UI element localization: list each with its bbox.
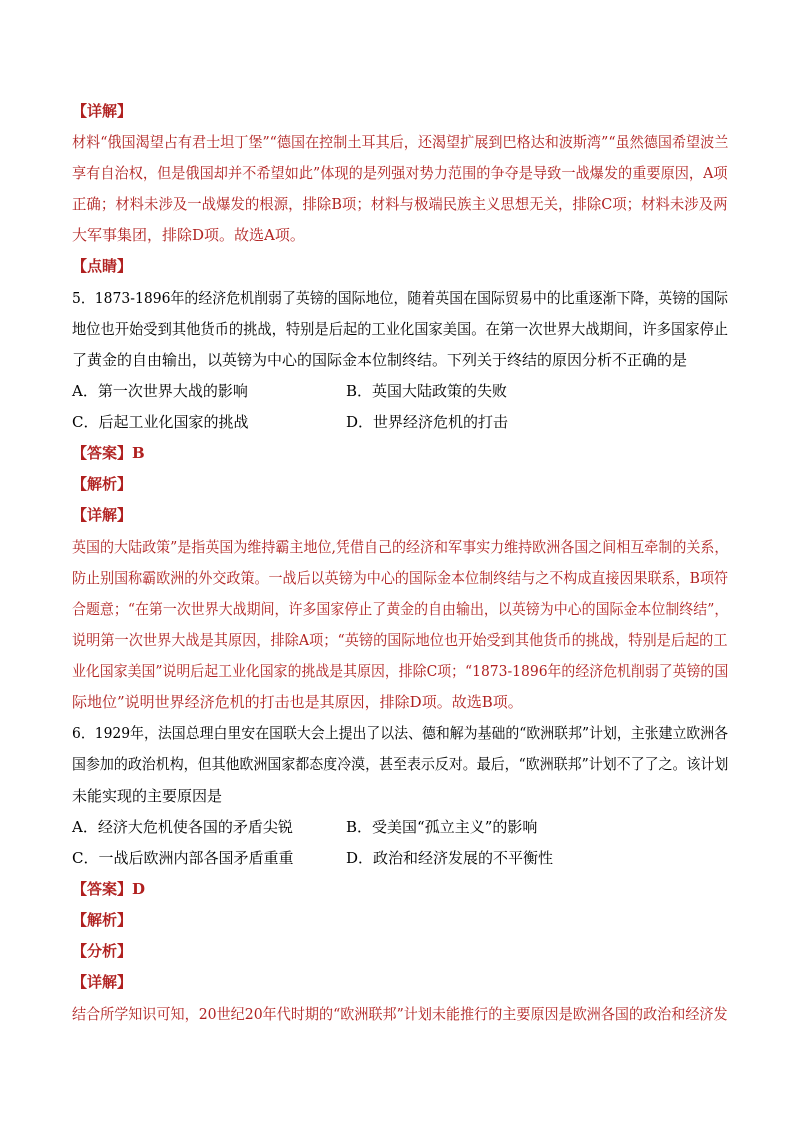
question-5-detail-line: 防止别国称霸欧洲的外交政策。一战后以英镑为中心的国际金本位制终结与之不构成直接因果联系，B项符: [72, 569, 729, 587]
question-6-stem: 未能实现的主要原因是: [72, 787, 223, 805]
material-line: 大军事集团，排除D项。故选A项。: [72, 226, 305, 244]
question-6-answer: 【答案】D: [72, 880, 146, 898]
question-5-stem: 了黄金的自由输出，以英镑为中心的国际金本位制终结。下列关于终结的原因分析不正确的是: [72, 351, 688, 369]
question-6-analysis-tag: 【解析】: [72, 911, 133, 929]
question-5-analysis-tag: 【解析】: [72, 475, 133, 493]
question-6-option-c: C．一战后欧洲内部各国矛盾重重: [72, 849, 294, 867]
question-6-option-a: A．经济大危机使各国的矛盾尖锐: [72, 818, 293, 836]
question-5-answer: 【答案】B: [72, 444, 145, 462]
material-line: 享有自治权，但是俄国却并不希望如此”体现的是列强对势力范围的争夺是导致一战爆发的重要原因，A项: [72, 164, 728, 182]
question-6-option-d: D．政治和经济发展的不平衡性: [346, 849, 554, 867]
question-5-detail-line: 际地位”说明世界经济危机的打击也是其原因，排除D项。故选B项。: [72, 693, 523, 711]
material-line: 材料“俄国渴望占有君士坦丁堡”“德国在控制土耳其后，还渴望扩展到巴格达和波斯湾”“虽然德国希望波兰: [72, 133, 729, 151]
question-6-stem: 6．1929年，法国总理白里安在国联大会上提出了以法、德和解为基础的“欧洲联邦”计划，主张建立欧洲各: [72, 724, 729, 742]
question-6-detail-tag: 【详解】: [72, 973, 133, 991]
question-5-option-d: D．世界经济危机的打击: [346, 413, 509, 431]
question-5-detail-line: 合题意；“在第一次世界大战期间，许多国家停止了黄金的自由输出，以英镑为中心的国际金本位制终结”，: [72, 600, 729, 618]
question-5-option-a: A．第一次世界大战的影响: [72, 382, 248, 400]
detail-tag: 【详解】: [72, 102, 133, 120]
question-5-stem: 地位也开始受到其他货币的挑战，特别是后起的工业化国家美国。在第一次世界大战期间，许多国家停止: [72, 320, 729, 338]
question-6-option-b: B．受美国“孤立主义”的影响: [346, 818, 538, 836]
question-5-detail-line: 说明第一次世界大战是其原因，排除A项；“英镑的国际地位也开始受到其他货币的挑战，特别是后起的工: [72, 631, 728, 649]
question-6-stem: 国参加的政治机构，但其他欧洲国家都态度冷漠，甚至表示反对。最后，“欧洲联邦”计划不了了之。该计划: [72, 755, 729, 773]
question-6-fenxi-tag: 【分析】: [72, 942, 133, 960]
question-5-option-c: C．后起工业化国家的挑战: [72, 413, 249, 431]
question-5-detail-line: 英国的大陆政策”是指英国为维持霸主地位,凭借自己的经济和军事实力维持欧洲各国之间相互牵制的关系，: [72, 538, 729, 556]
question-5-option-b: B．英国大陆政策的失败: [346, 382, 508, 400]
material-line: 正确；材料未涉及一战爆发的根源，排除B项；材料与极端民族主义思想无关，排除C项；材料未涉及两: [72, 195, 728, 213]
question-5-detail-line: 业化国家美国”说明后起工业化国家的挑战是其原因，排除C项；“1873-1896年的经济危机削弱了英镑的国: [72, 662, 729, 680]
comment-tag: 【点睛】: [72, 257, 133, 275]
question-6-detail-line: 结合所学知识可知，20世纪20年代时期的“欧洲联邦”计划未能推行的主要原因是欧洲各国的政治和经济发: [72, 1005, 728, 1023]
question-5-detail-tag: 【详解】: [72, 506, 133, 524]
question-5-stem: 5．1873-1896年的经济危机削弱了英镑的国际地位，随着英国在国际贸易中的比重逐渐下降，英镑的国际: [72, 289, 728, 307]
